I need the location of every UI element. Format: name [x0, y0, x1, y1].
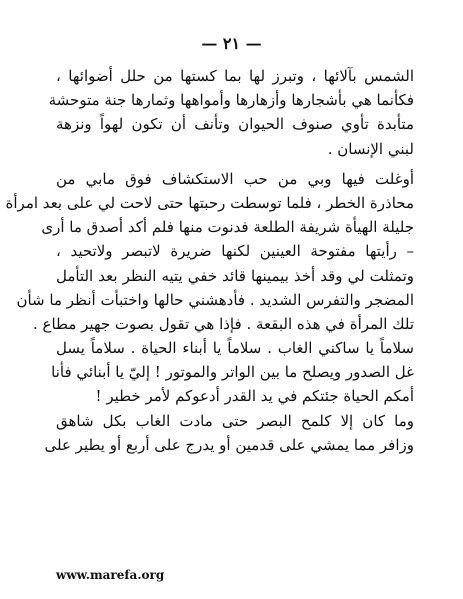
text-line: لبني الإنسان . [327, 139, 414, 158]
text-line: وزافر مما يمشي على قدمين أو يدرج على أربع أو يطير على [44, 435, 414, 454]
paragraph-3 [51, 336, 414, 409]
text-line: متأبدة تأوي صنوف الحيوان وتأنف أن تكون لهواً ونزهة [56, 115, 414, 134]
text-line: فكأنما هي بأشجارها وأزهارها وأمواهها وثمارها جنة متوحشة [48, 91, 414, 110]
text-line: جليلة الهيأة شريفة الطلعة فدنوت منها فلم أكد أصدق ما أرى [41, 218, 414, 237]
text-line: سلاماً يا ساكني الغاب . سلاماً يا أبناء الحياة . سلاماً يسل [56, 339, 414, 358]
text-line: أمكم الحياة جئتكم في يد القدر أدعوكم لأمر خطير ! [95, 387, 414, 406]
text-line: غل الصدور ويصلح ما بين الواتر والموتور ! إليّ يا أبنائي فأنا [51, 363, 414, 382]
paragraph-1 [48, 64, 414, 161]
text-line: أوغلت فيها وبي من حب الاستكشاف فوق مابي من [56, 169, 414, 188]
text-line: وما كان إلا كلمح البصر حتى مادت الغاب بكل شاهق [56, 411, 414, 430]
text-line: الشمس بآلائها ، وتبرز لها بما كستها من حلل أضوائها ، [56, 67, 414, 85]
source-url: www.marefa.org [56, 568, 165, 582]
paragraph-4 [44, 409, 414, 457]
text-line: المضجر والتفرس الشديد . فأدهشني حالها واختبأت أنظر ما شأن [16, 290, 414, 309]
text-line: – رأيتها مفتوحة العينين لكنها ضريرة لاتبصر ولاتحيد ، [56, 242, 414, 261]
text-line: تلك المرأة في هذه البقعة . فإذا هي تقول بصوت جهير مطاع . [32, 314, 414, 333]
paragraph-2 [5, 167, 414, 336]
text-line: وتمثلت لي وقد أخذ بيمينها قائد خفي يتيه النظر بعد التأمل [56, 266, 414, 285]
text-line: محاذرة الخطر ، فلما توسطت رحبتها حتى لاحت لي على بعد امرأة [5, 193, 414, 212]
body-text [5, 64, 414, 457]
page-number: — ٢١ — [201, 34, 262, 53]
